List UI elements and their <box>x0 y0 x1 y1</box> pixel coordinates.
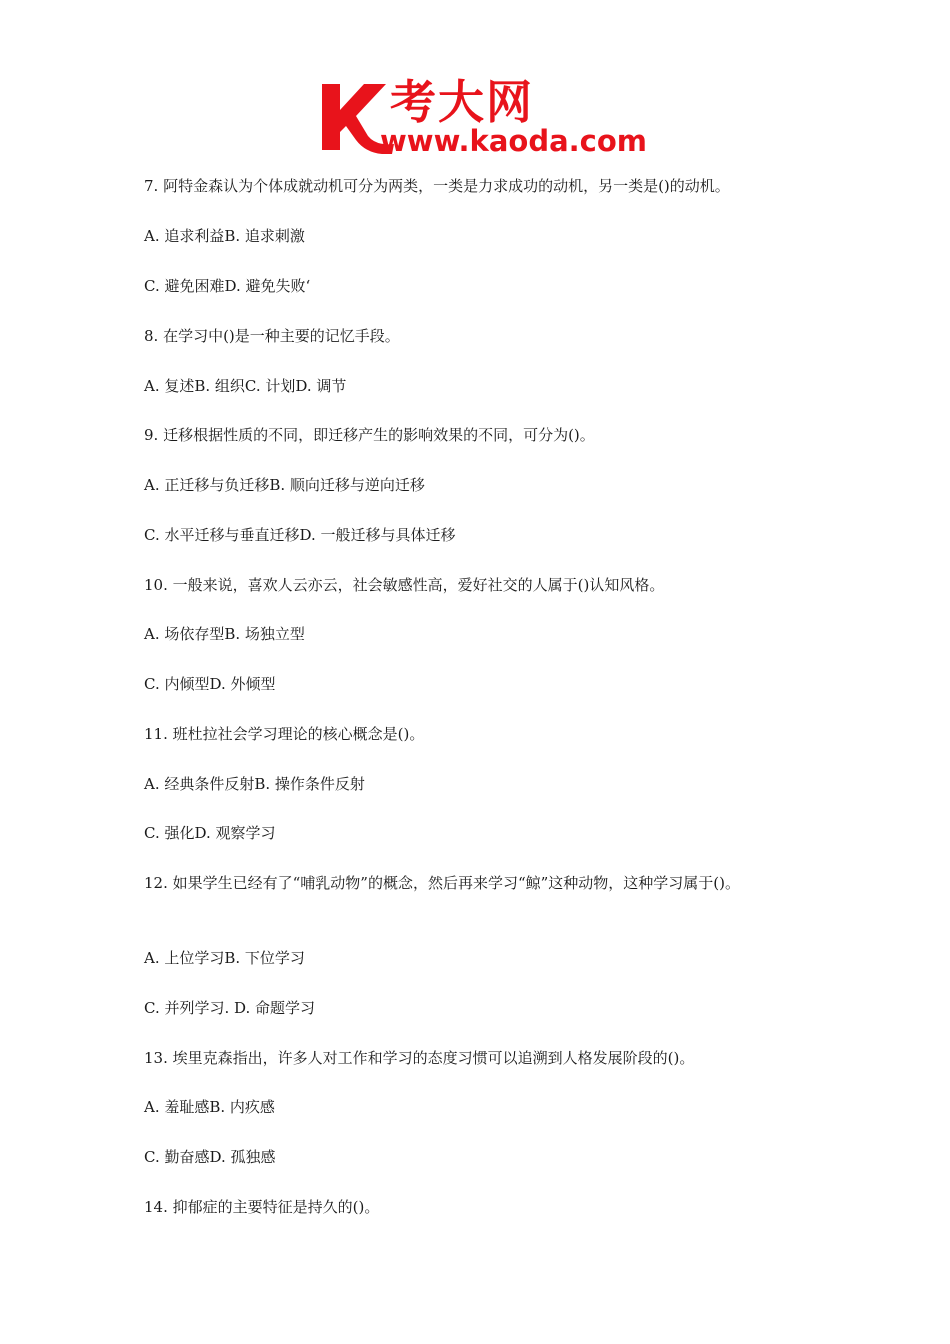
options-13-cd: C. 勤奋感D. 孤独感 <box>144 1148 276 1166</box>
logo-title: 考大网 <box>390 75 534 129</box>
options-8: A. 复述B. 组织C. 计划D. 调节 <box>144 377 347 395</box>
question-12: 12. 如果学生已经有了“哺乳动物”的概念，然后再来学习“鲸”这种动物，这种学习属于()。 <box>144 874 741 892</box>
question-10: 10. 一般来说，喜欢人云亦云，社会敏感性高，爱好社交的人属于()认知风格。 <box>144 576 665 594</box>
options-7-cd: C. 避免困难D. 避免失败‘ <box>144 277 311 295</box>
options-9-cd: C. 水平迁移与垂直迁移D. 一般迁移与具体迁移 <box>144 526 456 544</box>
options-13-ab: A. 羞耻感B. 内疚感 <box>144 1098 275 1116</box>
logo-url: www.kaoda.com <box>380 124 647 158</box>
options-7-ab: A. 追求利益B. 追求刺激 <box>144 227 305 245</box>
options-10-ab: A. 场依存型B. 场独立型 <box>144 625 305 643</box>
question-11: 11. 班杜拉社会学习理论的核心概念是()。 <box>144 725 425 743</box>
options-10-cd: C. 内倾型D. 外倾型 <box>144 675 276 693</box>
question-8: 8. 在学习中()是一种主要的记忆手段。 <box>144 327 400 345</box>
options-12-cd: C. 并列学习. D. 命题学习 <box>144 999 316 1017</box>
options-9-ab: A. 正迁移与负迁移B. 顺向迁移与逆向迁移 <box>144 476 425 494</box>
question-13: 13. 埃里克森指出，许多人对工作和学习的态度习惯可以追溯到人格发展阶段的()。 <box>144 1049 695 1067</box>
options-12-ab: A. 上位学习B. 下位学习 <box>144 949 305 967</box>
question-7: 7. 阿特金森认为个体成就动机可分为两类，一类是力求成功的动机，另一类是()的动机。 <box>144 177 730 195</box>
options-11-cd: C. 强化D. 观察学习 <box>144 824 276 842</box>
question-14: 14. 抑郁症的主要特征是持久的()。 <box>144 1198 380 1216</box>
question-9: 9. 迁移根据性质的不同，即迁移产生的影响效果的不同，可分为()。 <box>144 426 595 444</box>
options-11-ab: A. 经典条件反射B. 操作条件反射 <box>144 775 365 793</box>
kaoda-logo <box>318 75 647 160</box>
